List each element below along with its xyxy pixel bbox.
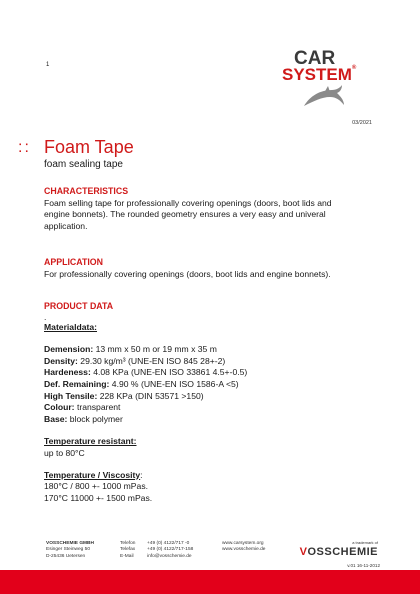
footer-phone: +49 (0) 4122/717 -0 <box>147 541 190 546</box>
characteristics-line: Foam selling tape for professionally covering openings (doors, boot lids and <box>44 197 332 208</box>
characteristics-heading: CHARACTERISTICS <box>44 186 129 196</box>
characteristics-line: application. <box>44 220 88 231</box>
viscosity-label: Temperature / Viscosity: <box>44 469 143 480</box>
footer-email[interactable]: info@vosschemie.de <box>147 553 192 559</box>
product-data-dot: . <box>44 311 47 322</box>
property-row: Hardeness: 4.08 KPa (UNE-EN ISO 33861 4.5+-0.5) <box>44 367 248 378</box>
footer-websites <box>222 541 265 554</box>
property-row: Demension: 13 mm x 50 m or 19 mm x 35 m <box>44 344 217 355</box>
footer-web-carsystem[interactable]: www.carsystem.org <box>222 541 264 546</box>
title-row <box>18 137 134 158</box>
application-section <box>44 257 374 280</box>
title-bullet: :: <box>18 138 31 156</box>
materialdata-label: Materialdata: <box>44 321 98 332</box>
vosschemie-logo: VOSSCHEMIE <box>299 546 378 558</box>
product-data-section <box>44 301 374 504</box>
footer-web-vosschemie[interactable]: www.vosschemie.de <box>222 547 266 553</box>
footer-company: VOSSCHEMIE GMBH <box>46 541 94 546</box>
carsystem-logo <box>280 48 376 118</box>
footer-fax: +49 (0) 4122/717-158 <box>147 547 194 553</box>
property-row: High Tensile: 228 KPa (DIN 53571 >150) <box>44 390 204 401</box>
footer-street: Esinger Steinweg 50 <box>46 547 90 553</box>
viscosity-line: 180°C / 800 +- 1000 mPas. <box>44 481 148 492</box>
dolphin-icon <box>302 84 346 108</box>
property-row: Base: block polymer <box>44 413 123 424</box>
temperature-value: up to 80°C <box>44 447 85 458</box>
page-subtitle: foam sealing tape <box>44 159 123 170</box>
footer-city: D-25436 Uetersen <box>46 553 86 559</box>
temperature-label: Temperature resistant: <box>44 436 137 447</box>
footer-contact-labels: Telefon Telefax E-Mail <box>120 541 136 559</box>
logo-system-text: SYSTEM® <box>282 65 357 84</box>
application-text: For professionally covering openings (doors, boot lids and engine bonnets). <box>44 268 331 279</box>
characteristics-line: engine bonnets). The rounded geometry ensures a very easy and univeral <box>44 209 326 220</box>
footer-contact-values <box>147 541 193 560</box>
page-number: 1 <box>46 62 50 68</box>
characteristics-section <box>44 186 374 232</box>
viscosity-line: 170°C 11000 +- 1500 mPas. <box>44 492 153 503</box>
version-text: v.01 16-11-2012 <box>347 563 380 568</box>
application-heading: APPLICATION <box>44 257 103 267</box>
footer-address <box>46 541 94 560</box>
logo-car-text: CAR <box>294 48 336 69</box>
property-row: Colour: transparent <box>44 402 121 413</box>
product-data-heading: PRODUCT DATA <box>44 301 114 311</box>
property-row: Def. Remaining: 4.90 % (UNE-EN ISO 1586-A <5) <box>44 378 239 389</box>
property-row: Density: 29.30 kg/m³ (UNE-EN ISO 845 28+-2) <box>44 355 226 366</box>
footer-red-bar <box>0 570 420 594</box>
trademark-text: a trademark of <box>352 540 378 545</box>
page-title: Foam Tape <box>44 137 134 157</box>
document-date: 03/2021 <box>352 120 372 126</box>
